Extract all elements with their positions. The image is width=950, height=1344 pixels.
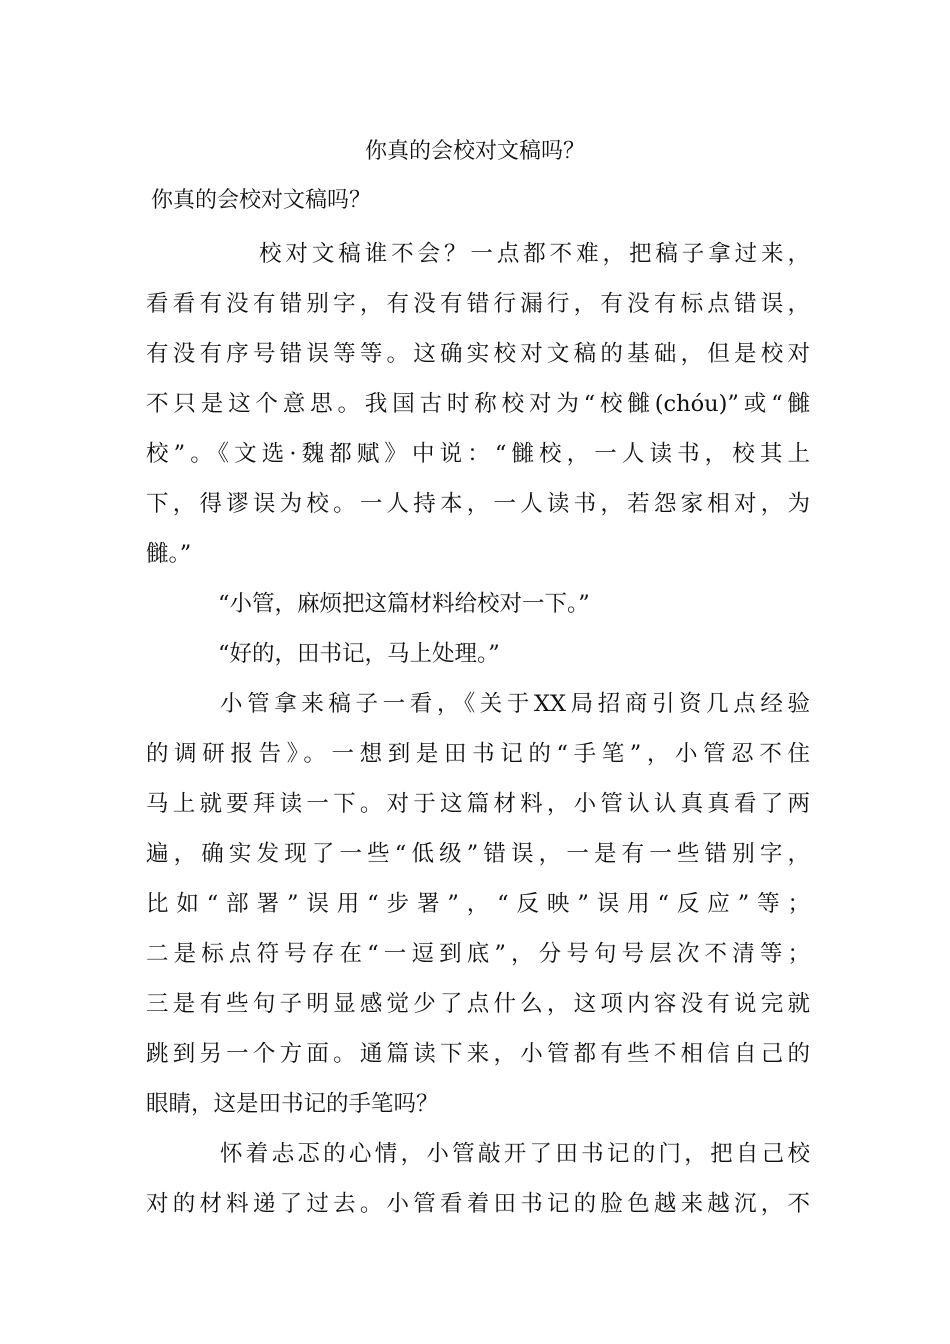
document-subtitle: 你真的会校对文稿吗？ xyxy=(151,188,372,213)
document-body xyxy=(146,229,810,1229)
paragraph-line: 校”。《文选·魏都赋》中说：“雠校，一人读书，校其上 xyxy=(146,441,810,467)
paragraph-line: 怀着忐忑的心情，小管敲开了田书记的门，把自己校 xyxy=(220,1141,810,1167)
paragraph-line: 对的材料递了过去。小管看着田书记的脸色越来越沉，不 xyxy=(146,1191,810,1217)
paragraph-line: “好的，田书记，马上处理。” xyxy=(218,641,500,667)
paragraph-line: 三是有些句子明显感觉少了点什么，这项内容没有说完就 xyxy=(146,991,810,1017)
paragraph-line: “小管，麻烦把这篇材料给校对一下。” xyxy=(218,591,590,617)
paragraph-line: 小管拿来稿子一看，《关于XX局招商引资几点经验 xyxy=(220,691,810,717)
document-title: 你真的会校对文稿吗？ xyxy=(364,139,585,164)
paragraph-line: 雠。” xyxy=(146,541,192,567)
paragraph-line: 有没有序号错误等等。这确实校对文稿的基础，但是校对 xyxy=(146,341,810,367)
paragraph-line: 下，得谬误为校。一人持本，一人读书，若怨家相对，为 xyxy=(146,491,810,517)
paragraph-line: 看看有没有错别字，有没有错行漏行，有没有标点错误， xyxy=(146,291,810,317)
paragraph-line: 跳到另一个方面。通篇读下来，小管都有些不相信自己的 xyxy=(146,1041,810,1067)
paragraph-line: 不只是这个意思。我国古时称校对为“校雠(chóu)”或“雠 xyxy=(146,391,810,417)
paragraph-line: 眼睛，这是田书记的手笔吗？ xyxy=(146,1091,439,1117)
paragraph-line: 校对文稿谁不会？一点都不难，把稿子拿过来， xyxy=(259,241,810,267)
paragraph-line: 二是标点符号存在“一逗到底”，分号句号层次不清等； xyxy=(146,941,810,967)
paragraph-line: 马上就要拜读一下。对于这篇材料，小管认认真真看了两 xyxy=(146,791,810,817)
paragraph-line: 的调研报告》。一想到是田书记的“手笔”，小管忍不住 xyxy=(146,741,810,767)
paragraph-line: 遍，确实发现了一些“低级”错误，一是有一些错别字， xyxy=(146,841,810,867)
paragraph-line: 比如“部署”误用“步署”，“反映”误用“反应”等； xyxy=(146,891,810,917)
